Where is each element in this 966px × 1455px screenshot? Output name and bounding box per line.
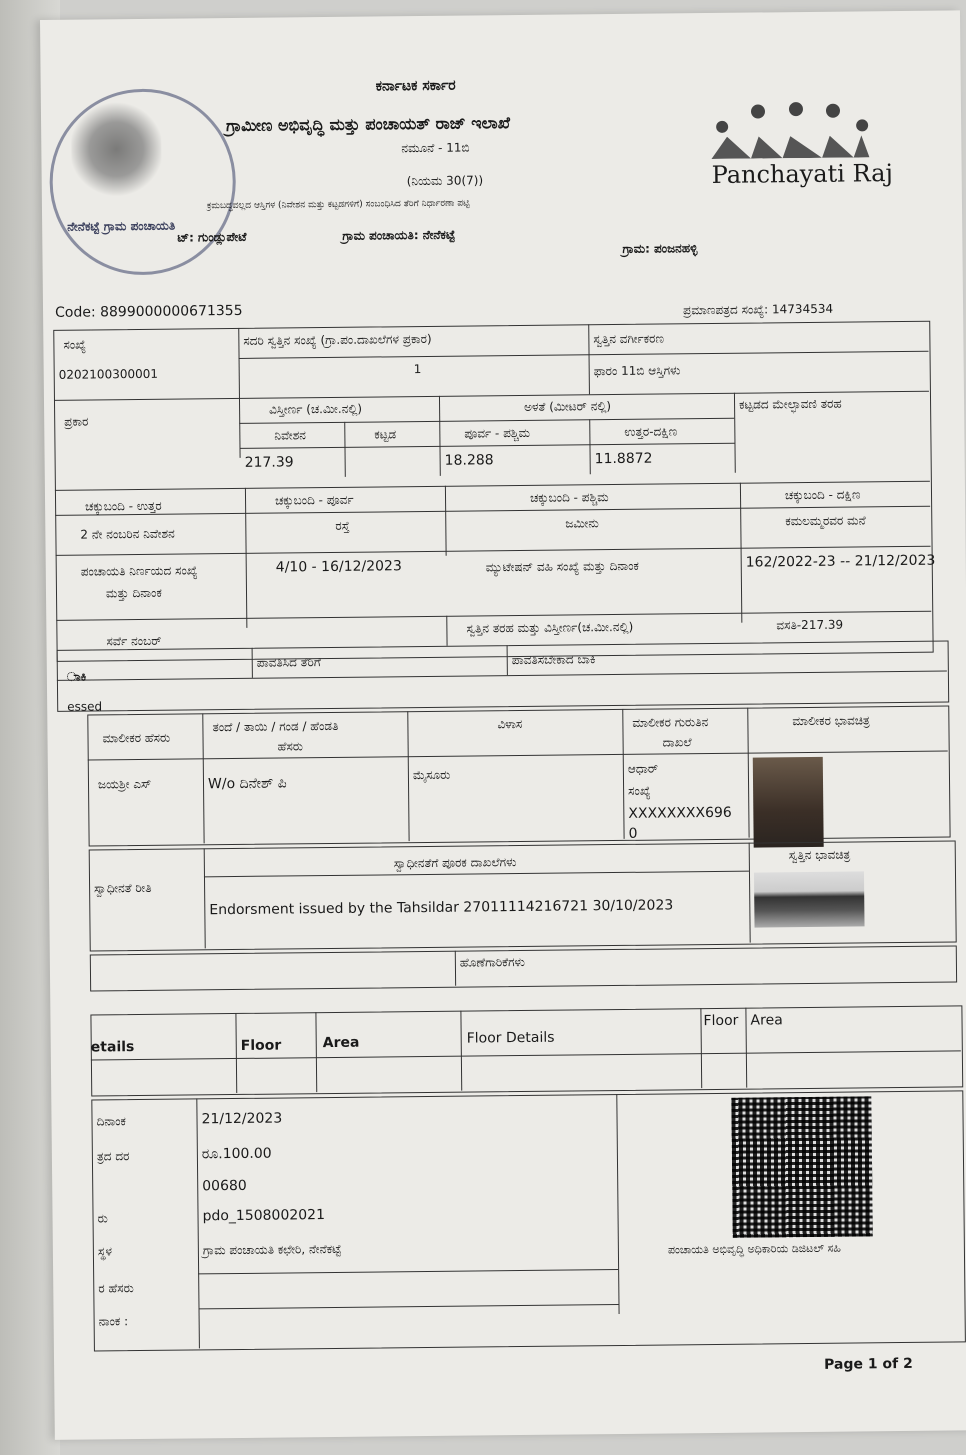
sadari-number-label: ಸದರಿ ಸ್ವತ್ತಿನ ಸಂಖ್ಯೆ (ಗ್ರಾ.ಪಂ.ದಾಖಲೆಗಳ ಪ್ರಕಾರ) bbox=[243, 331, 432, 348]
possession-type-label: ಸ್ವಾಧೀನತೆ ರೀತಿ bbox=[94, 880, 152, 896]
user-value: pdo_1508002021 bbox=[202, 1207, 326, 1225]
roof-type-label: ಕಟ್ಟಡದ ಮೇಲ್ಛಾವಣಿ ತರಹ bbox=[738, 396, 842, 412]
certificate-number: ಪ್ರಮಾಣಪತ್ರದ ಸಂಖ್ಯೆ: 14734534 bbox=[683, 301, 834, 318]
signatory-date-label: ನಾಂಕ : bbox=[98, 1314, 129, 1329]
user-label: ರು bbox=[97, 1211, 108, 1226]
property-id-label: ಸಂಖ್ಯೆ bbox=[63, 337, 87, 352]
type-area-value: ವಸತಿ-217.39 bbox=[776, 617, 844, 633]
floor-header-2: Floor bbox=[703, 1012, 739, 1030]
east-boundary-label: ಚಕ್ಕುಬಂದಿ - ಪೂರ್ವ bbox=[274, 492, 354, 508]
east-west-label: ಪೂರ್ವ - ಪಶ್ಚಿಮ bbox=[464, 425, 531, 441]
relation-label-2: ಹೆಸರು bbox=[277, 739, 304, 754]
owner-name: ಜಯಶ್ರೀ ಎಸ್ bbox=[97, 776, 152, 792]
mutation-label: ಮ್ಯುಟೇಷನ್ ವಹಿ ಸಂಖ್ಯೆ ಮತ್ತು ದಿನಾಂಕ bbox=[485, 558, 639, 575]
classification-label: ಸ್ವತ್ತಿನ ವರ್ಗೀಕರಣ bbox=[593, 331, 665, 347]
property-id-value: 0202100300001 bbox=[58, 366, 159, 382]
sadari-number-value: 1 bbox=[413, 362, 422, 377]
place-value: ಗ್ರಾಮ ಪಂಚಾಯತಿ ಕಛೇರಿ, ನೇನೆಕಟ್ಟೆ bbox=[202, 1241, 342, 1258]
south-boundary-value: ಕಮಲಮ್ಮರವರ ಮನೆ bbox=[785, 513, 866, 529]
receipt-value: 00680 bbox=[202, 1177, 247, 1195]
owner-address: ಮೈಸೂರು bbox=[412, 767, 451, 783]
area-header: Area bbox=[322, 1034, 360, 1052]
classification-value: ಫಾರಂ 11ಬಿ ಆಸ್ತಿಗಳು bbox=[593, 363, 681, 379]
property-type-label: ಪ್ರಕಾರ bbox=[64, 414, 89, 429]
document-page bbox=[40, 10, 966, 1440]
north-boundary-label: ಚಕ್ಕುಬಂದಿ - ಉತ್ತರ bbox=[85, 498, 162, 514]
village: ಗ್ರಾಮ: ಪಂಜನಹಳ್ಳಿ bbox=[622, 241, 698, 256]
fee-label: ತ್ರದ ದರ bbox=[96, 1149, 130, 1164]
tax-paid-label: ಪಾವತಿಸಿದ ತೆರಿಗೆ bbox=[256, 655, 321, 670]
panchayati-raj-logo bbox=[711, 91, 872, 163]
tax-left-label: ಾಕಿ bbox=[66, 669, 87, 684]
liabilities-label: ಹೊಣೆಗಾರಿಕೆಗಳು bbox=[459, 954, 525, 970]
digital-signature-label: ಪಂಚಾಯತಿ ಅಭಿವೃದ್ಧಿ ಅಧಿಕಾರಿಯ ಡಿಜಿಟಲ್ ಸಹಿ bbox=[667, 1241, 841, 1257]
owner-photo-label: ಮಾಲೀಕರ ಭಾವಚಿತ್ರ bbox=[792, 713, 870, 729]
place-label: ಸ್ಥಳ bbox=[97, 1244, 113, 1259]
owner-id-label: ಮಾಲೀಕರ ಗುರುತಿನ bbox=[632, 715, 709, 730]
property-photo-label: ಸ್ವತ್ತಿನ ಭಾವಚಿತ್ರ bbox=[788, 847, 851, 863]
survey-number-label: ಸರ್ವೆ ನಂಬರ್ bbox=[106, 633, 162, 649]
dimension-label: ಅಳತೆ (ಮೀಟರ್ ನಲ್ಲಿ) bbox=[524, 399, 612, 414]
north-south-value: 11.8872 bbox=[594, 450, 653, 468]
emblem-icon bbox=[71, 99, 162, 200]
form-number: ನಮೂನೆ - 11ಬಿ bbox=[401, 140, 470, 156]
signatory-name-label: ರ ಹೆಸರು bbox=[98, 1281, 134, 1296]
seal-text: ನೇನೆಕಟ್ಟೆ ಗ್ರಾಮ ಪಂಚಾಯತಿ bbox=[67, 218, 176, 234]
owner-id-label-2: ದಾಖಲೆ bbox=[662, 735, 692, 750]
id-type-2: ಸಂಖ್ಯೆ bbox=[628, 783, 651, 798]
details-header: etails bbox=[90, 1039, 135, 1056]
assessed-label: essed bbox=[67, 699, 103, 714]
relation-label: ತಂದೆ / ತಾಯಿ / ಗಂಡ / ಹೆಂಡತಿ bbox=[212, 718, 339, 735]
department-title: ಗ್ರಾಮೀಣ ಅಭಿವೃದ್ಧಿ ಮತ್ತು ಪಂಚಾಯತ್ ರಾಜ್ ಇಲಾಖೆ bbox=[226, 113, 511, 136]
page-number: Page 1 of 2 bbox=[824, 1355, 913, 1373]
site-area-value: 217.39 bbox=[244, 454, 294, 471]
mutation-value: 162/2022-23 -- 21/12/2023 bbox=[745, 552, 936, 571]
possession-docs-label: ಸ್ವಾಧೀನತೆಗೆ ಪೂರಕ ದಾಖಲೆಗಳು bbox=[393, 855, 517, 871]
brand-name: Panchayati Raj bbox=[711, 159, 894, 189]
south-boundary-label: ಚಕ್ಕುಬಂದಿ - ದಕ್ಷಿಣ bbox=[784, 487, 861, 503]
owner-name-label: ಮಾಲೀಕರ ಹೆಸರು bbox=[102, 730, 171, 746]
form-subtitle: ಕ್ರಮಬದ್ಧವಲ್ಲದ ಆಸ್ತಿಗಳ (ನಿವೇಶನ ಮತ್ತು ಕಟ್ಟಡಗಳಿಗೆ) ಸಂಬಂಧಿಸಿದ ತೆರಿಗೆ ನಿರ್ಧಾರಣಾ ಪಟ್ಟಿ bbox=[206, 198, 470, 212]
tax-due-label: ಪಾವತಿಸಬೇಕಾದ ಬಾಕಿ bbox=[511, 652, 596, 668]
address-label: ವಿಳಾಸ bbox=[497, 716, 523, 732]
north-boundary-value: 2 ನೇ ನಂಬರಿನ ನಿವೇಶನ bbox=[80, 526, 175, 542]
floor-details-header: Floor Details bbox=[466, 1029, 555, 1047]
resolution-label-2: ಮತ್ತು ದಿನಾಂಕ bbox=[105, 585, 162, 601]
fee-value: ರೂ.100.00 bbox=[201, 1145, 272, 1163]
resolution-value: 4/10 - 16/12/2023 bbox=[275, 558, 402, 576]
rule-number: (ನಿಯಮ 30(7)) bbox=[406, 173, 484, 189]
east-west-value: 18.288 bbox=[444, 452, 494, 469]
owner-relation: W/o ದಿನೇಶ್ ಪಿ bbox=[207, 775, 287, 793]
site-label: ನಿವೇಶನ bbox=[274, 428, 306, 443]
issue-date-value: 21/12/2023 bbox=[201, 1110, 283, 1128]
area-label: ವಿಸ್ತೀರ್ಣ (ಚ.ಮೀ.ನಲ್ಲಿ) bbox=[269, 401, 363, 417]
west-boundary-label: ಚಕ್ಕುಬಂದಿ - ಪಶ್ಚಿಮ bbox=[529, 490, 609, 505]
taluk: ಟ್: ಗುಂಡ್ಲುಪೇಟೆ bbox=[177, 229, 247, 245]
floor-header: Floor bbox=[240, 1037, 282, 1054]
state-title: ಕರ್ನಾಟಕ ಸರ್ಕಾರ bbox=[375, 77, 456, 95]
building-label: ಕಟ್ಟಡ bbox=[374, 427, 397, 442]
east-boundary-value: ರಸ್ತೆ bbox=[335, 518, 350, 533]
owner-photo bbox=[753, 757, 824, 848]
property-photo bbox=[754, 871, 865, 927]
id-type: ಆಧಾರ್ bbox=[627, 761, 659, 776]
gram-panchayat: ಗ್ರಾಮ ಪಂಚಾಯತಿ: ನೇನೆಕಟ್ಟೆ bbox=[342, 227, 456, 243]
property-code: Code: 8899000000671355 bbox=[54, 302, 243, 321]
west-boundary-value: ಜಮೀನು bbox=[565, 516, 599, 531]
north-south-label: ಉತ್ತರ-ದಕ್ಷಿಣ bbox=[624, 424, 678, 439]
possession-docs-value: Endorsment issued by the Tahsildar 27011114216721 30/10/2023 bbox=[209, 897, 674, 919]
area-header-2: Area bbox=[750, 1012, 783, 1029]
issue-date-label: ದಿನಾಂಕ bbox=[96, 1114, 126, 1129]
id-number: XXXXXXXX696 bbox=[628, 804, 732, 822]
qr-code bbox=[731, 1096, 872, 1237]
type-area-label: ಸ್ವತ್ತಿನ ತರಹ ಮತ್ತು ವಿಸ್ತೀರ್ಣ(ಚ.ಮೀ.ನಲ್ಲಿ) bbox=[466, 619, 634, 636]
id-number-2: 0 bbox=[628, 825, 638, 842]
resolution-label: ಪಂಚಾಯತಿ ನಿರ್ಣಯದ ಸಂಖ್ಯೆ bbox=[80, 563, 198, 579]
